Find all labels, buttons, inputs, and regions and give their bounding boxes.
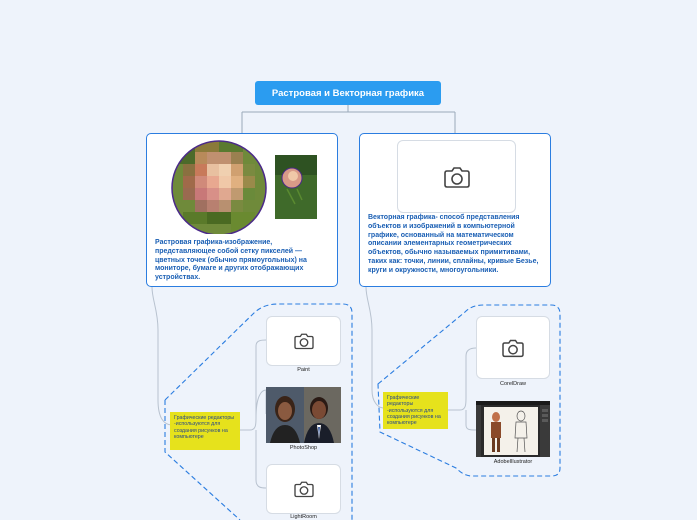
pixelated-flower-image xyxy=(147,134,339,234)
camera-icon xyxy=(293,332,315,350)
raster-card[interactable] xyxy=(146,133,338,287)
coreldraw-image[interactable] xyxy=(476,316,550,379)
camera-icon xyxy=(501,338,525,358)
lightroom-label: LightRoom xyxy=(290,514,317,520)
illustrator-screenshot-image[interactable] xyxy=(476,401,550,457)
lightroom-image[interactable] xyxy=(266,464,341,514)
vector-image-placeholder xyxy=(397,140,516,213)
root-title: Растровая и Векторная графика xyxy=(271,87,425,99)
raster-editors-note-text: Графические редакторы -используются для создания рисунков на компьютере xyxy=(174,415,235,440)
raster-editors-note[interactable] xyxy=(170,412,240,450)
coreldraw-label: CorelDraw xyxy=(500,381,526,387)
photoshop-portraits-image[interactable] xyxy=(266,387,341,443)
vector-card[interactable] xyxy=(359,133,551,287)
paint-image[interactable] xyxy=(266,316,341,366)
vector-description: Векторная графика- способ представления объектов и изображений в компьютерной графике, основанный на математическом описании элементарных геометрических объектов, обычно называемых примитивами, таких как: точки, линии, сплайны, кривые Безье, круги и окружности, многоугольники. xyxy=(368,214,539,274)
paint-label: Paint xyxy=(297,367,310,373)
raster-description: Растровая графика-изображение, представляющее собой сетку пикселей — цветных точек (обычно прямоугольных) на мониторе, бумаге и других отображающих устройствах. xyxy=(155,239,307,282)
adobeillustrator-label: AdobeIllustrator xyxy=(493,459,533,465)
vector-editors-note[interactable] xyxy=(383,392,448,429)
camera-icon xyxy=(293,480,315,498)
vector-editors-note-text: Графические редакторы -используются для создания рисунков на компьютере xyxy=(387,395,441,427)
photoshop-label: PhotoShop xyxy=(289,445,318,451)
camera-icon xyxy=(443,165,471,189)
root-topic[interactable] xyxy=(255,81,441,105)
